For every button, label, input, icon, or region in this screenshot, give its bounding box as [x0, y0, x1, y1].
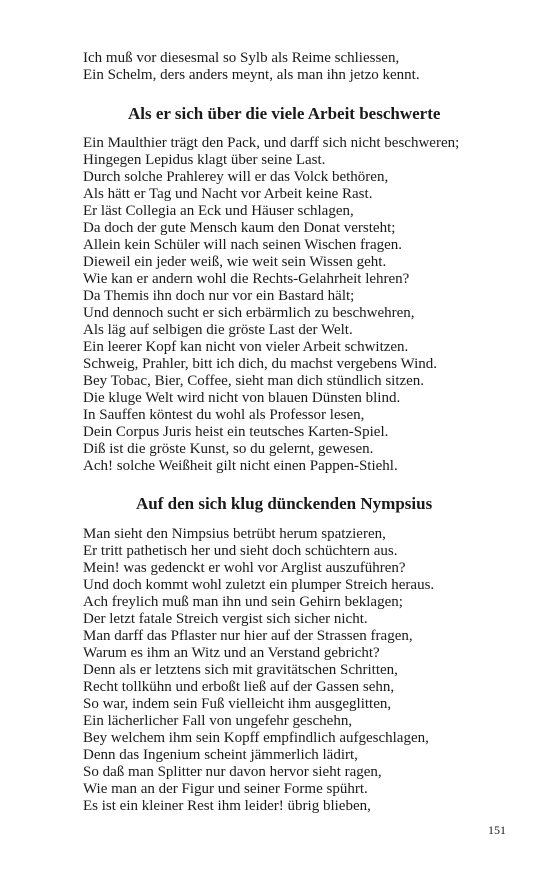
- verse-line: So daß man Splitter nur davon hervor sieht ragen,: [83, 764, 382, 780]
- verse-line: Schweig, Prahler, bitt ich dich, du machst vergebens Wind.: [83, 356, 438, 372]
- verse-line: Ach freylich muß man ihn und sein Gehirn beklagen;: [83, 594, 403, 610]
- verse-line: Hingegen Lepidus klagt über seine Last.: [83, 152, 326, 168]
- verse-line: Ich muß vor diesesmal so Sylb als Reime schliessen,: [83, 50, 400, 66]
- verse-line: Denn als er letztens sich mit gravitätschen Schritten,: [83, 662, 398, 678]
- verse-line: Dein Corpus Juris heist ein teutsches Karten-Spiel.: [83, 424, 389, 440]
- verse-line: Und dennoch sucht er sich erbärmlich zu beschwehren,: [83, 305, 415, 321]
- poem-body: [83, 135, 523, 475]
- verse-line: Diß ist die gröste Kunst, so du gelernt, gewesen.: [83, 441, 374, 457]
- verse-line: Allein kein Schüler will nach seinen Wischen fragen.: [83, 237, 403, 253]
- verse-line: Wie man an der Figur und seiner Forme spührt.: [83, 781, 368, 797]
- verse-line: Da Themis ihn doch nur vor ein Bastard hält;: [83, 288, 355, 304]
- verse-line: Der letzt fatale Streich vergist sich sicher nicht.: [83, 611, 368, 627]
- verse-line: Ach! solche Weißheit gilt nicht einen Pappen-Stiehl.: [83, 458, 398, 474]
- poem-body: [83, 526, 523, 815]
- verse-line: Und doch kommt wohl zuletzt ein plumper Streich heraus.: [83, 577, 435, 593]
- verse-line: Ein Maulthier trägt den Pack, und darff sich nicht beschweren;: [83, 135, 460, 151]
- verse-line: Wie kan er andern wohl die Rechts-Gelahrheit lehren?: [83, 271, 410, 287]
- verse-line: Mein! was gedenckt er wohl vor Arglist auszuführen?: [83, 560, 406, 576]
- verse-line: Denn das Ingenium scheint jämmerlich lädirt,: [83, 747, 358, 763]
- verse-line: Ein Schelm, ders anders meynt, als man ihn jetzo kennt.: [83, 67, 420, 83]
- verse-line: Ein lächerlicher Fall von ungefehr geschehn,: [83, 713, 353, 729]
- verse-line: In Sauffen köntest du wohl als Professor lesen,: [83, 407, 365, 423]
- verse-line: Es ist ein kleiner Rest ihm leider! übrig blieben,: [83, 798, 371, 814]
- verse-line: Da doch der gute Mensch kaum den Donat versteht;: [83, 220, 396, 236]
- verse-line: Durch solche Prahlerey will er das Volck bethören,: [83, 169, 389, 185]
- verse-line: So war, indem sein Fuß vielleicht ihm ausgeglitten,: [83, 696, 392, 712]
- verse-line: Dieweil ein jeder weiß, wie weit sein Wissen geht.: [83, 254, 387, 270]
- verse-line: Als hätt er Tag und Nacht vor Arbeit keine Rast.: [83, 186, 373, 202]
- intro-stanza: [83, 50, 523, 84]
- verse-line: Recht tollkühn und erboßt ließ auf der Gassen sehn,: [83, 679, 395, 695]
- page-number: 151: [488, 823, 506, 837]
- verse-line: Er tritt pathetisch her und sieht doch schüchtern aus.: [83, 543, 398, 559]
- verse-line: Ein leerer Kopf kan nicht von vieler Arbeit schwitzen.: [83, 339, 409, 355]
- verse-line: Warum es ihm an Witz und an Verstand gebricht?: [83, 645, 380, 661]
- poem-title: Als er sich über die viele Arbeit beschwerte: [128, 104, 441, 123]
- verse-line: Bey Tobac, Bier, Coffee, sieht man dich stündlich sitzen.: [83, 373, 425, 389]
- verse-line: Bey welchem ihm sein Kopff empfindlich aufgeschlagen,: [83, 730, 429, 746]
- verse-line: Als läg auf selbigen die gröste Last der Welt.: [83, 322, 353, 338]
- verse-line: Er läst Collegia an Eck und Häuser schlagen,: [83, 203, 354, 219]
- poem-title: Auf den sich klug dünckenden Nympsius: [136, 494, 433, 513]
- verse-line: Man sieht den Nimpsius betrübt herum spatzieren,: [83, 526, 386, 542]
- verse-line: Man darff das Pflaster nur hier auf der Strassen fragen,: [83, 628, 413, 644]
- verse-line: Die kluge Welt wird nicht von blauen Dünsten blind.: [83, 390, 401, 406]
